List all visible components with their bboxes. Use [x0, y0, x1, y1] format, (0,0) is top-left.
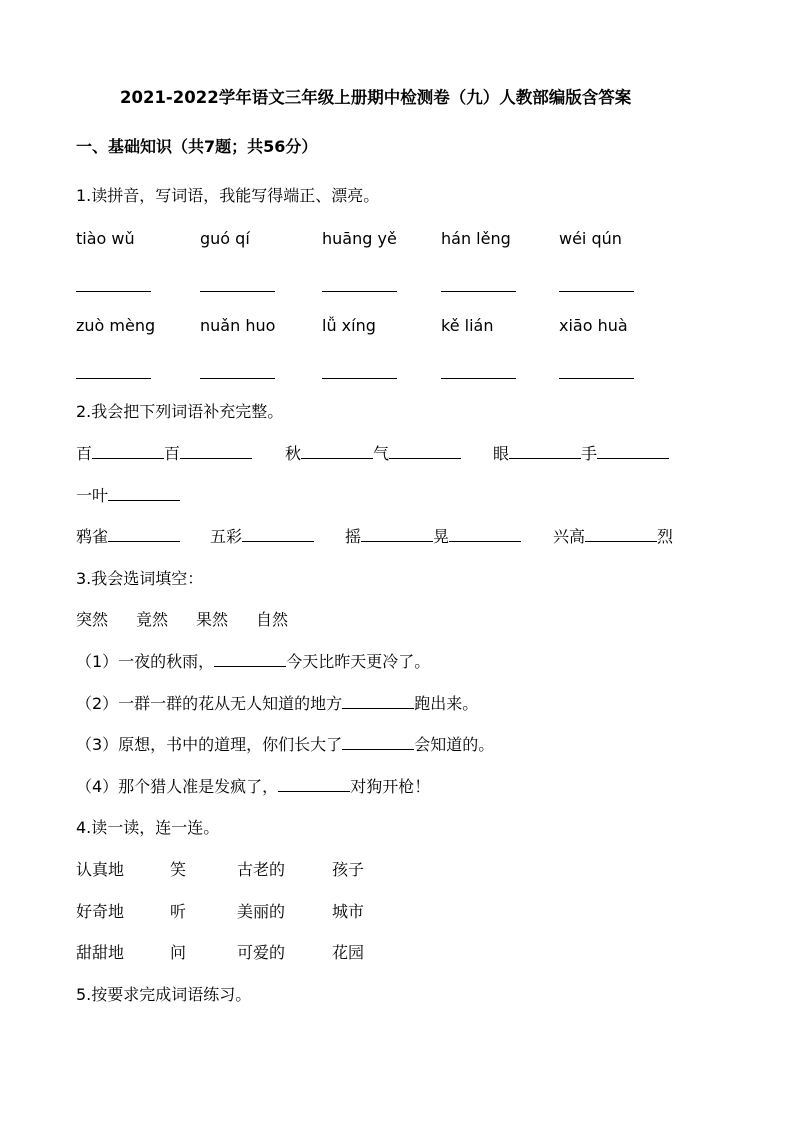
- fill-sentence: [76, 694, 478, 714]
- blank[interactable]: [214, 652, 286, 667]
- match-word[interactable]: 问: [170, 943, 187, 962]
- fill-sentence: [76, 735, 494, 755]
- match-word[interactable]: 城市: [332, 902, 365, 921]
- blank[interactable]: [449, 527, 521, 542]
- sentence-text: 会知道的。: [414, 735, 495, 754]
- blank[interactable]: [92, 444, 164, 459]
- idiom-char: 手: [581, 444, 598, 463]
- answer-line[interactable]: [559, 378, 634, 379]
- match-word[interactable]: 花园: [332, 943, 365, 962]
- word-choice: 竟然: [136, 610, 169, 629]
- word-choice: 果然: [196, 610, 229, 629]
- idiom-char: 五彩: [210, 527, 243, 546]
- answer-line[interactable]: [559, 291, 634, 292]
- blank[interactable]: [278, 777, 350, 792]
- pinyin-item: lǚ xíng: [322, 316, 376, 335]
- match-word[interactable]: 认真地: [76, 860, 125, 879]
- pinyin-item: nuǎn huo: [200, 316, 276, 335]
- sentence-text: （3）原想，书中的道理，你们长大了: [76, 735, 343, 754]
- idiom-fill: [493, 444, 669, 464]
- idiom-char: 摇: [345, 527, 362, 546]
- idiom-fill: [553, 527, 673, 547]
- idiom-fill: [76, 486, 180, 506]
- question-1-prompt: 1.读拼音，写词语，我能写得端正、漂亮。: [76, 186, 380, 205]
- sentence-text: （4）那个猎人准是发疯了，: [76, 777, 279, 796]
- idiom-char: 百: [164, 444, 181, 463]
- fill-sentence: [76, 777, 430, 797]
- idiom-char: 鸦雀: [76, 527, 109, 546]
- idiom-fill: [345, 527, 521, 547]
- pinyin-item: kě lián: [441, 316, 494, 335]
- section-heading: 一、基础知识（共7题；共56分）: [76, 137, 318, 156]
- blank[interactable]: [361, 527, 433, 542]
- sentence-text: （1）一夜的秋雨，: [76, 652, 215, 671]
- answer-line[interactable]: [322, 378, 397, 379]
- page-title: 2021-2022学年语文三年级上册期中检测卷（九）人教部编版含答案: [120, 88, 632, 107]
- idiom-char: 烈: [657, 527, 674, 546]
- idiom-fill: [76, 444, 252, 464]
- answer-line[interactable]: [322, 291, 397, 292]
- blank[interactable]: [108, 527, 180, 542]
- blank[interactable]: [242, 527, 314, 542]
- question-3-prompt: 3.我会选词填空：: [76, 569, 204, 588]
- blank[interactable]: [301, 444, 373, 459]
- idiom-char: 兴高: [553, 527, 586, 546]
- question-4-prompt: 4.读一读，连一连。: [76, 818, 220, 837]
- sentence-text: 对狗开枪！: [350, 777, 431, 796]
- pinyin-item: wéi qún: [559, 229, 622, 248]
- blank[interactable]: [585, 527, 657, 542]
- word-choice: 自然: [256, 610, 289, 629]
- answer-line[interactable]: [441, 378, 516, 379]
- question-2-prompt: 2.我会把下列词语补充完整。: [76, 402, 284, 421]
- idiom-char: 眼: [493, 444, 510, 463]
- sentence-text: 跑出来。: [414, 694, 479, 713]
- match-word[interactable]: 古老的: [237, 860, 286, 879]
- answer-line[interactable]: [200, 291, 275, 292]
- blank[interactable]: [597, 444, 669, 459]
- match-word[interactable]: 甜甜地: [76, 943, 125, 962]
- match-word[interactable]: 好奇地: [76, 902, 125, 921]
- idiom-fill: [285, 444, 461, 464]
- word-choice: 突然: [76, 610, 109, 629]
- answer-line[interactable]: [76, 378, 151, 379]
- blank[interactable]: [180, 444, 252, 459]
- fill-sentence: [76, 652, 430, 672]
- pinyin-item: hán lěng: [441, 229, 511, 248]
- blank[interactable]: [342, 735, 414, 750]
- idiom-char: 晃: [433, 527, 450, 546]
- answer-line[interactable]: [200, 378, 275, 379]
- idiom-char: 气: [373, 444, 390, 463]
- idiom-char: 一叶: [76, 486, 109, 505]
- idiom-char: 百: [76, 444, 93, 463]
- blank[interactable]: [108, 486, 180, 501]
- match-word[interactable]: 可爱的: [237, 943, 286, 962]
- pinyin-item: xiāo huà: [559, 316, 628, 335]
- sentence-text: （2）一群一群的花从无人知道的地方: [76, 694, 343, 713]
- match-word[interactable]: 笑: [170, 860, 187, 879]
- answer-line[interactable]: [76, 291, 151, 292]
- idiom-char: 秋: [285, 444, 302, 463]
- match-word[interactable]: 听: [170, 902, 187, 921]
- question-5-prompt: 5.按要求完成词语练习。: [76, 985, 252, 1004]
- match-word[interactable]: 美丽的: [237, 902, 286, 921]
- blank[interactable]: [509, 444, 581, 459]
- blank[interactable]: [342, 694, 414, 709]
- idiom-fill: [210, 527, 314, 547]
- pinyin-item: huāng yě: [322, 229, 397, 248]
- sentence-text: 今天比昨天更冷了。: [286, 652, 431, 671]
- pinyin-item: zuò mèng: [76, 316, 156, 335]
- idiom-fill: [76, 527, 180, 547]
- answer-line[interactable]: [441, 291, 516, 292]
- match-word[interactable]: 孩子: [332, 860, 365, 879]
- blank[interactable]: [389, 444, 461, 459]
- pinyin-item: tiào wǔ: [76, 229, 135, 248]
- pinyin-item: guó qí: [200, 229, 250, 248]
